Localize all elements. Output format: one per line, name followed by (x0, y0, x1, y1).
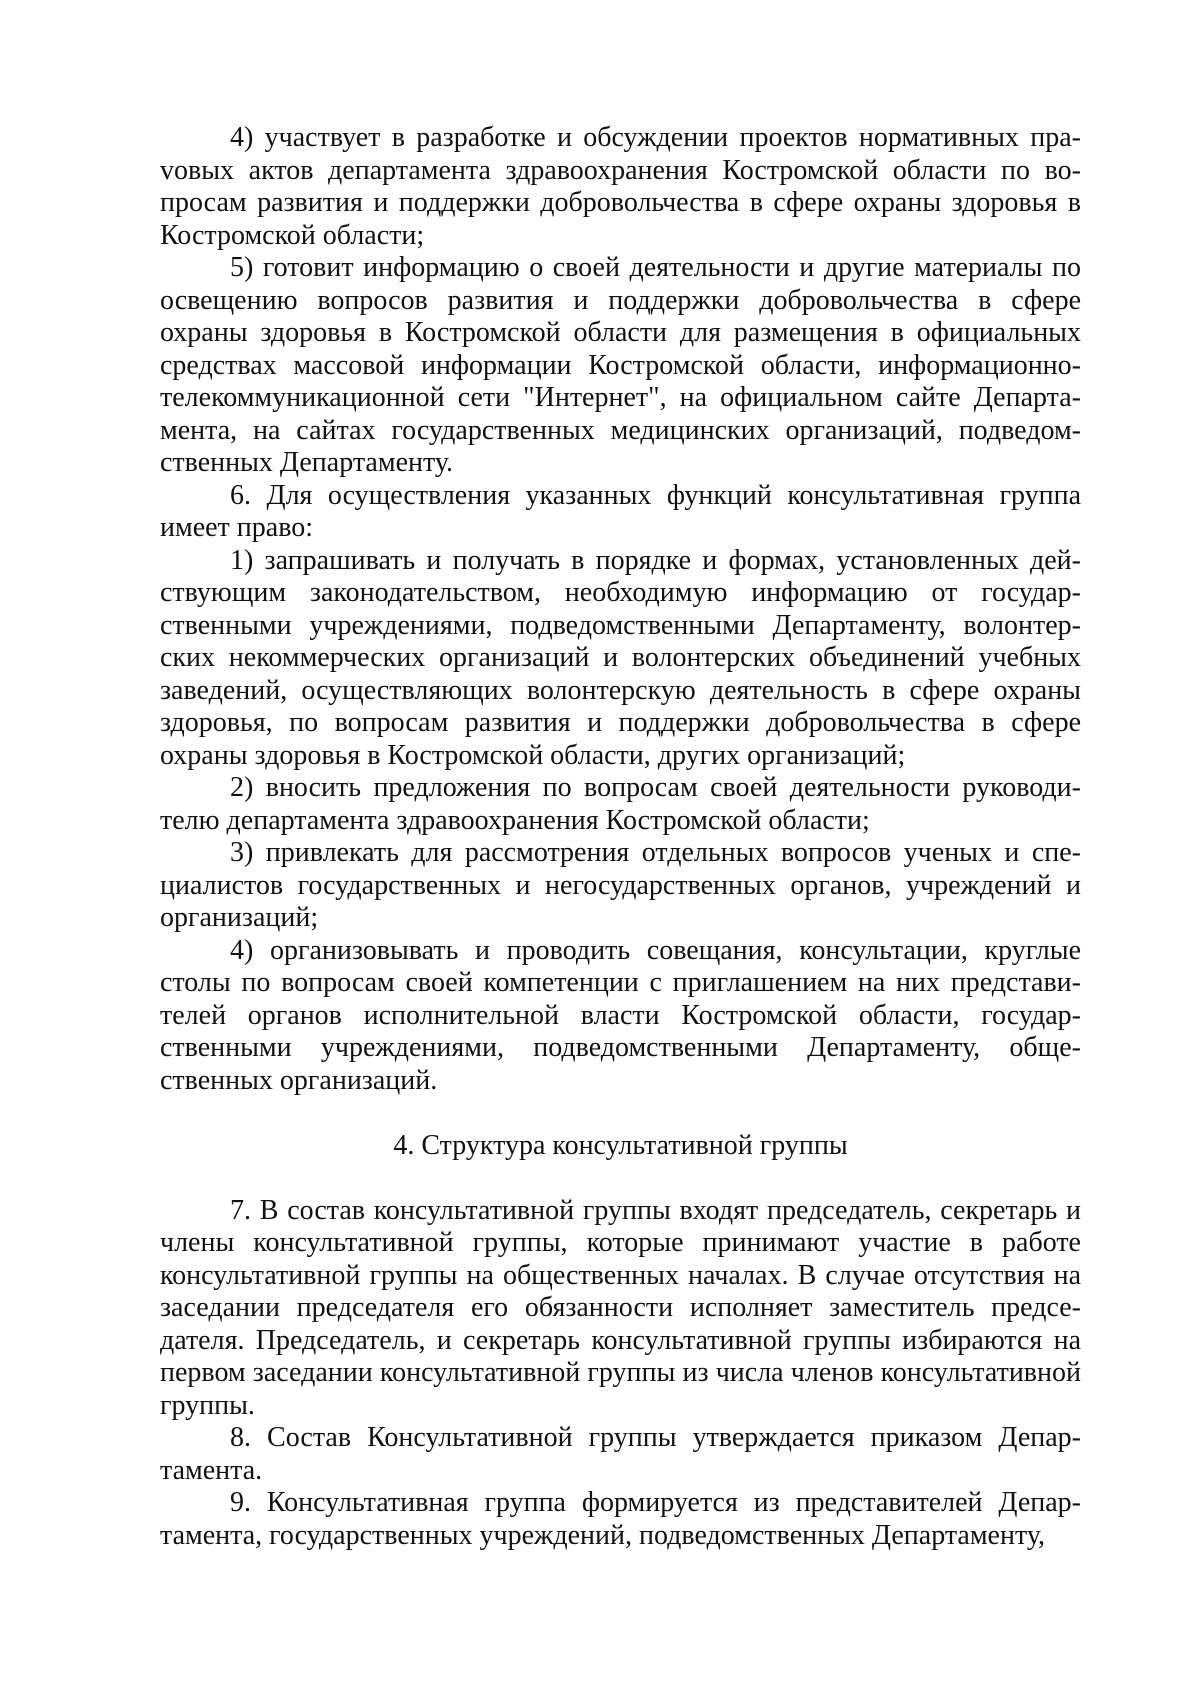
paragraph-clause-6: 6. Для осуществления указанных функций консультативная группа имеет право: (160, 479, 1081, 543)
paragraph-right-4: 4) организовывать и проводить совещания, консультации, круглые столы по вопросам своей компетенции с приглашением на них представителей органов исполнительной власти Костромской области, государственными учреждениями, подведомственными Департаменту, общественных организаций. (160, 934, 1081, 1096)
paragraph-clause-8: 8. Состав Консультативной группы утверждается приказом Департамента. (160, 1422, 1081, 1486)
section-heading: 4. Структура консультативной группы (393, 1130, 848, 1161)
paragraph-item-5: 5) готовит информацию о своей деятельности и другие материалы по освещению вопросов развития и поддержки добровольчества в сфере охраны здоровья в Костромской области для размещения в официальных средствах массовой информации Костромской области, информационно-телекоммуникационной сети "Интернет", на официальном сайте Департамента, на сайтах государственных медицинских организаций, подведомственных Департаменту. (160, 252, 1081, 478)
document-page (160, 122, 1081, 1552)
paragraph-item-4: 4) участвует в разработке и обсуждении проектов нормативных праvовых актов департамента здравоохранения Костромской области по вопросам развития и поддержки добровольчества в сфере охраны здоровья в Костромской области; (160, 122, 1081, 251)
paragraph-clause-9: 9. Консультативная группа формируется из представителей Департамента, государственных учреждений, подведомственных Департаменту, (160, 1487, 1081, 1551)
paragraph-right-1: 1) запрашивать и получать в порядке и формах, установленных действующим законодательством, необходимую информацию от государственными учреждениями, подведомственными Департаменту, волонтерских некоммерческих организаций и волонтерских объединений учебных заведений, осуществляющих волонтерскую деятельность в сфере охраны здоровья, по вопросам развития и поддержки добровольчества в сфере охраны здоровья в Костромской области, других организаций; (160, 544, 1081, 771)
paragraph-right-3: 3) привлекать для рассмотрения отдельных вопросов ученых и специалистов государственных и негосударственных органов, учреждений и организаций; (160, 837, 1081, 933)
paragraph-right-2: 2) вносить предложения по вопросам своей деятельности руководителю департамента здравоохранения Костромской области; (160, 772, 1081, 836)
paragraph-clause-7: 7. В состав консультативной группы входят председатель, секретарь и члены консультативной группы, которые принимают участие в работе консультативной группы на общественных началах. В случае отсутствия на заседании председателя его обязанности исполняет заместитель председателя. Председатель, и секретарь консультативной группы избираются на первом заседании консультативной группы из числа членов консультативной группы. (160, 1194, 1081, 1421)
